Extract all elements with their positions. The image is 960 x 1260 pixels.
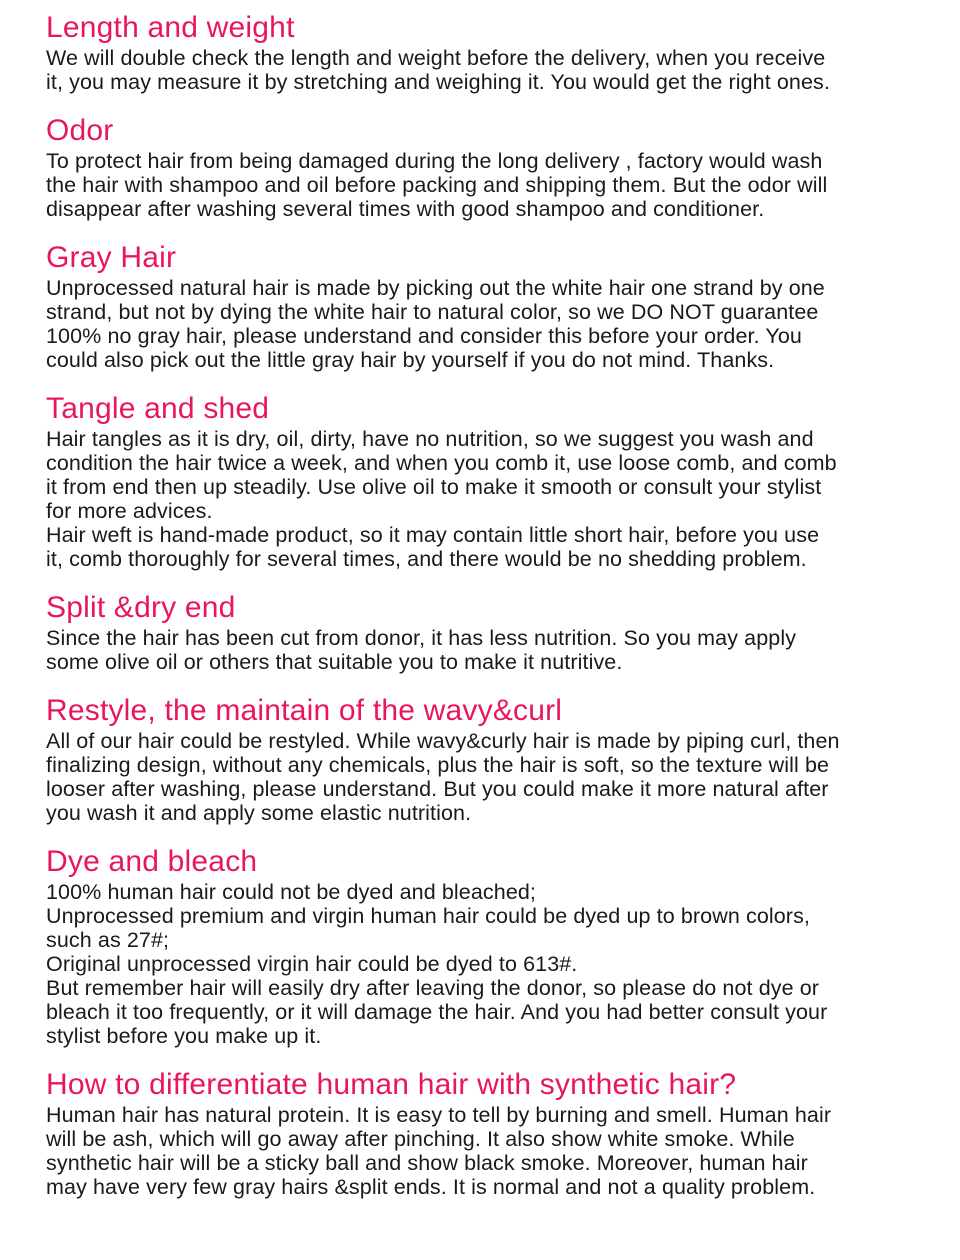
body-line: Unprocessed natural hair is made by picking out the white hair one strand by one — [46, 276, 825, 300]
section-heading: Dye and bleach — [46, 845, 258, 878]
body-line: All of our hair could be restyled. While wavy&curly hair is made by piping curl, then — [46, 729, 840, 753]
section-heading: Split &dry end — [46, 591, 236, 624]
body-line: Human hair has natural protein. It is easy to tell by burning and smell. Human hair — [46, 1103, 832, 1127]
body-line: strand, but not by dying the white hair to natural color, so we DO NOT guarantee — [46, 300, 819, 324]
body-line: it from end then up steadily. Use olive oil to make it smooth or consult your stylist — [46, 475, 822, 499]
section-body — [46, 880, 946, 1048]
body-line: But remember hair will easily dry after leaving the donor, so please do not dye or — [46, 976, 820, 1000]
section-heading: Odor — [46, 114, 114, 147]
body-line: finalizing design, without any chemicals, plus the hair is soft, so the texture will be — [46, 753, 830, 777]
body-line: looser after washing, please understand. But you could make it more natural after — [46, 777, 829, 801]
section-tangle-and-shed — [46, 391, 946, 571]
body-line: you wash it and apply some elastic nutrition. — [46, 801, 472, 825]
body-line: Unprocessed premium and virgin human hair could be dyed up to brown colors, — [46, 904, 810, 928]
section-heading: How to differentiate human hair with synthetic hair? — [46, 1068, 737, 1101]
body-line: it, you may measure it by stretching and weighing it. You would get the right ones. — [46, 70, 830, 94]
body-line: for more advices. — [46, 499, 213, 523]
body-line: We will double check the length and weight before the delivery, when you receive — [46, 46, 826, 70]
section-body — [46, 1103, 946, 1199]
body-line: synthetic hair will be a sticky ball and show black smoke. Moreover, human hair — [46, 1151, 808, 1175]
hair-care-info-page — [46, 10, 946, 1218]
section-body — [46, 46, 946, 94]
body-line: the hair with shampoo and oil before packing and shipping them. But the odor will — [46, 173, 828, 197]
section-body — [46, 149, 946, 221]
section-body — [46, 626, 946, 674]
section-dye-and-bleach — [46, 844, 946, 1048]
section-split-dry-end — [46, 590, 946, 674]
body-line: disappear after washing several times with good shampoo and conditioner. — [46, 197, 765, 221]
body-line: it, comb thoroughly for several times, and there would be no shedding problem. — [46, 547, 807, 571]
section-body — [46, 276, 946, 372]
body-line: 100% no gray hair, please understand and consider this before your order. You — [46, 324, 802, 348]
body-line: Hair weft is hand-made product, so it may contain little short hair, before you use — [46, 523, 820, 547]
body-line: condition the hair twice a week, and when you comb it, use loose comb, and comb — [46, 451, 837, 475]
body-line: To protect hair from being damaged during the long delivery , factory would wash — [46, 149, 823, 173]
body-line: will be ash, which will go away after pinching. It also show white smoke. While — [46, 1127, 795, 1151]
body-line: bleach it too frequently, or it will damage the hair. And you had better consult your — [46, 1000, 828, 1024]
section-heading: Gray Hair — [46, 241, 177, 274]
section-restyle — [46, 693, 946, 825]
body-line: Hair tangles as it is dry, oil, dirty, have no nutrition, so we suggest you wash and — [46, 427, 814, 451]
body-line: 100% human hair could not be dyed and bleached; — [46, 880, 537, 904]
section-body — [46, 729, 946, 825]
body-line: Since the hair has been cut from donor, it has less nutrition. So you may apply — [46, 626, 797, 650]
section-odor — [46, 113, 946, 221]
body-line: may have very few gray hairs &split ends. It is normal and not a quality problem. — [46, 1175, 816, 1199]
body-line: some olive oil or others that suitable you to make it nutritive. — [46, 650, 623, 674]
body-line: Original unprocessed virgin hair could be dyed to 613#. — [46, 952, 578, 976]
section-length-and-weight — [46, 10, 946, 94]
body-line: could also pick out the little gray hair by yourself if you do not mind. Thanks. — [46, 348, 775, 372]
section-body — [46, 427, 946, 571]
section-heading: Restyle, the maintain of the wavy&curl — [46, 694, 563, 727]
section-human-vs-synthetic — [46, 1067, 946, 1199]
body-line: such as 27#; — [46, 928, 170, 952]
body-line: stylist before you make up it. — [46, 1024, 322, 1048]
section-gray-hair — [46, 240, 946, 372]
section-heading: Length and weight — [46, 11, 295, 44]
section-heading: Tangle and shed — [46, 392, 270, 425]
